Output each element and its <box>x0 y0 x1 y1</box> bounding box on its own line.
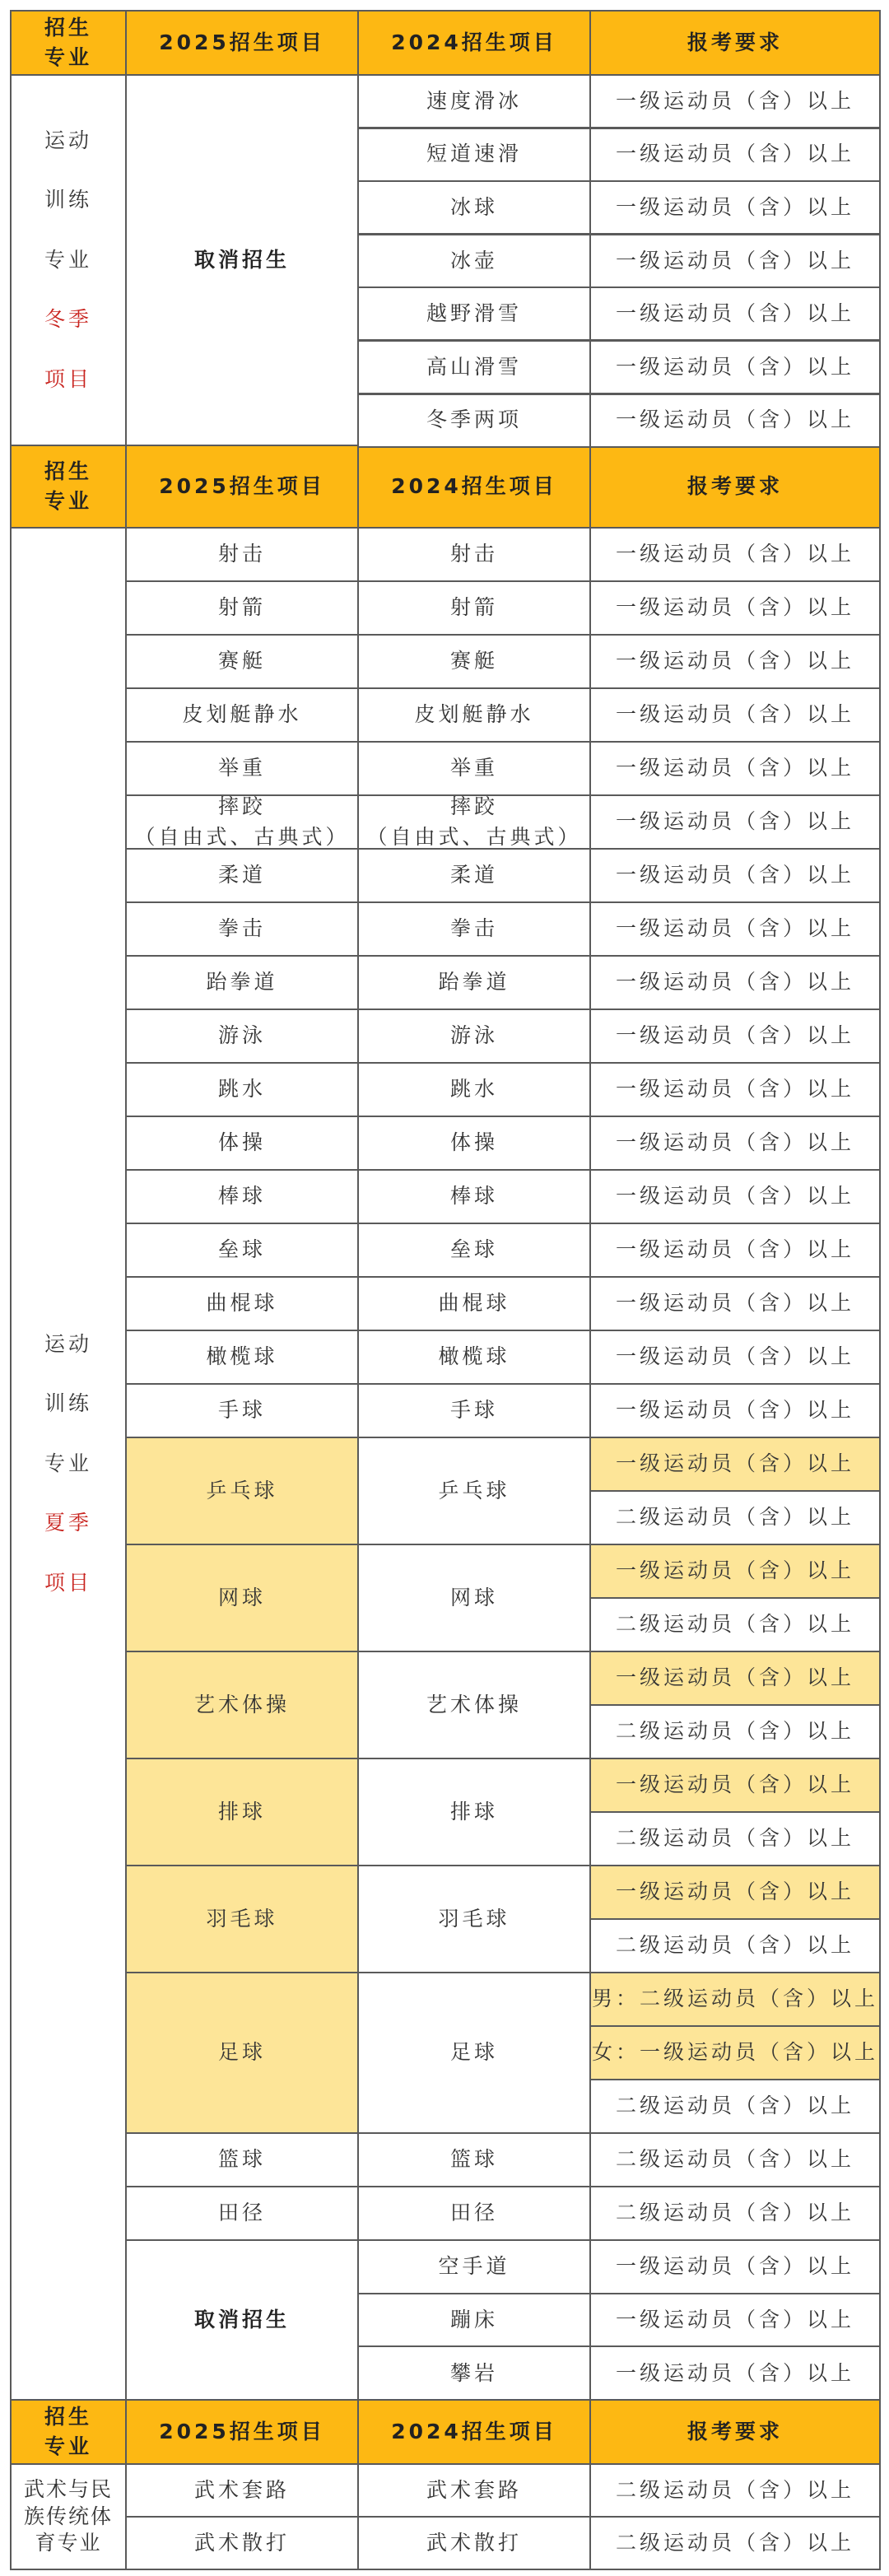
sport-2025-cell: 艺术体操 <box>125 1651 359 1759</box>
sport-2024-cell: 足球 <box>357 1972 591 2134</box>
header-2024: 2024招生项目 <box>357 445 591 529</box>
header-2024: 2024招生项目 <box>357 10 591 76</box>
sport-2025-cell: 橄榄球 <box>125 1330 359 1385</box>
sport-2025-cell: 体操 <box>125 1116 359 1171</box>
sport-2025-cell: 羽毛球 <box>125 1865 359 1973</box>
requirement-cell: 一级运动员（含）以上 <box>589 2239 881 2294</box>
requirement-cell-new: 一级运动员（含）以上 <box>589 1544 881 1599</box>
requirement-cell-new: 一级运动员（含）以上 <box>589 1651 881 1706</box>
season-label: 夏季 <box>44 1511 92 1535</box>
requirement-cell: 一级运动员（含）以上 <box>589 2345 881 2401</box>
season-label: 项目 <box>44 1570 92 1595</box>
major-line: 运动 <box>44 1331 92 1356</box>
major-line: 专业 <box>44 247 92 272</box>
requirement-cell-male: 男：二级运动员（含）以上 <box>589 1972 881 2027</box>
season-label: 冬季 <box>44 307 92 332</box>
major-line: 训练 <box>44 1391 92 1416</box>
sport-2024-cell: 游泳 <box>357 1009 591 1064</box>
sport-2024-cell: 赛艇 <box>357 634 591 689</box>
sport-2024-cell: 棒球 <box>357 1169 591 1224</box>
sport-2025-cell: 足球 <box>125 1972 359 2134</box>
sport-2025-cell: 皮划艇静水 <box>125 687 359 743</box>
sport-2025-cell: 赛艇 <box>125 634 359 689</box>
header-2025: 2025招生项目 <box>125 445 359 529</box>
sport-2024-cell: 曲棍球 <box>357 1276 591 1331</box>
requirement-cell: 一级运动员（含）以上 <box>589 1062 881 1117</box>
requirement-cell: 一级运动员（含）以上 <box>589 340 881 394</box>
season-label: 项目 <box>44 366 92 391</box>
requirement-cell: 一级运动员（含）以上 <box>589 955 881 1010</box>
requirement-cell: 一级运动员（含）以上 <box>589 527 881 582</box>
requirement-cell: 一级运动员（含）以上 <box>589 74 881 128</box>
requirement-cell: 一级运动员（含）以上 <box>589 234 881 288</box>
requirement-cell: 一级运动员（含）以上 <box>589 128 881 182</box>
requirement-cell: 一级运动员（含）以上 <box>589 634 881 689</box>
sport-2025-cell: 游泳 <box>125 1009 359 1064</box>
requirement-cell: 一级运动员（含）以上 <box>589 794 881 850</box>
sport-2025-cell: 武术套路 <box>125 2463 359 2518</box>
sport-2024-cell: 越野滑雪 <box>357 286 591 341</box>
header-2025: 2025招生项目 <box>125 2399 359 2465</box>
sport-2025-cell: 曲棍球 <box>125 1276 359 1331</box>
requirement-cell-old: 二级运动员（含）以上 <box>589 2079 881 2134</box>
sport-2024-cell: 冰壶 <box>357 234 591 288</box>
sport-2024-cell: 皮划艇静水 <box>357 687 591 743</box>
sport-2025-cell: 手球 <box>125 1383 359 1438</box>
requirement-cell: 一级运动员（含）以上 <box>589 1169 881 1224</box>
requirement-cell: 一级运动员（含）以上 <box>589 580 881 636</box>
sport-2024-cell: 冬季两项 <box>357 394 591 448</box>
header-2024: 2024招生项目 <box>357 2399 591 2465</box>
requirement-cell: 一级运动员（含）以上 <box>589 848 881 903</box>
requirement-cell-old: 二级运动员（含）以上 <box>589 1918 881 1973</box>
header-requirement: 报考要求 <box>589 10 881 76</box>
sport-2024-cell: 体操 <box>357 1116 591 1171</box>
major-line: 专业 <box>44 1451 92 1475</box>
requirement-cell: 一级运动员（含）以上 <box>589 741 881 796</box>
sport-2025-cell: 篮球 <box>125 2132 359 2187</box>
sport-2024-cell: 垒球 <box>357 1223 591 1278</box>
sport-2024-cell: 拳击 <box>357 901 591 957</box>
sport-2025-cell: 棒球 <box>125 1169 359 1224</box>
requirement-cell-old: 二级运动员（含）以上 <box>589 1811 881 1866</box>
sport-2025-cell: 举重 <box>125 741 359 796</box>
sport-2024-cell: 蹦床 <box>357 2293 591 2348</box>
header-major: 招生 专业 <box>10 10 127 76</box>
header-requirement: 报考要求 <box>589 445 881 529</box>
sport-2024-cell: 排球 <box>357 1758 591 1866</box>
winter-cancel-cell: 取消招生 <box>125 74 359 446</box>
requirement-cell: 一级运动员（含）以上 <box>589 286 881 341</box>
sport-2024-cell: 羽毛球 <box>357 1865 591 1973</box>
header-requirement: 报考要求 <box>589 2399 881 2465</box>
sport-2024-cell: 艺术体操 <box>357 1651 591 1759</box>
major-line: 运动 <box>44 128 92 152</box>
sport-2024-cell: 短道速滑 <box>357 128 591 182</box>
sport-2024-cell: 网球 <box>357 1544 591 1652</box>
sport-2024-cell: 武术套路 <box>357 2463 591 2518</box>
major-winter <box>10 74 127 446</box>
sport-2024-cell: 射箭 <box>357 580 591 636</box>
requirement-cell: 二级运动员（含）以上 <box>589 2516 881 2570</box>
sport-2024-cell: 空手道 <box>357 2239 591 2294</box>
requirement-cell-old: 二级运动员（含）以上 <box>589 1704 881 1759</box>
sport-2025-cell: 武术散打 <box>125 2516 359 2570</box>
sport-2024-cell: 射击 <box>357 527 591 582</box>
sport-2025-cell: 射击 <box>125 527 359 582</box>
sport-2024-cell: 举重 <box>357 741 591 796</box>
requirement-cell: 一级运动员（含）以上 <box>589 1009 881 1064</box>
sport-2024-cell: 高山滑雪 <box>357 340 591 394</box>
requirement-cell: 二级运动员（含）以上 <box>589 2186 881 2241</box>
sport-2025-cell: 乒乓球 <box>125 1437 359 1545</box>
requirement-cell: 一级运动员（含）以上 <box>589 687 881 743</box>
requirement-cell-old: 二级运动员（含）以上 <box>589 1597 881 1652</box>
sport-2025-cell: 跆拳道 <box>125 955 359 1010</box>
sport-2025-cell: 网球 <box>125 1544 359 1652</box>
sport-2025-cell: 排球 <box>125 1758 359 1866</box>
sport-2024-cell: 田径 <box>357 2186 591 2241</box>
sport-2024-cell: 柔道 <box>357 848 591 903</box>
sport-2024-cell: 篮球 <box>357 2132 591 2187</box>
sport-2024-cell: 跳水 <box>357 1062 591 1117</box>
requirement-cell: 一级运动员（含）以上 <box>589 180 881 235</box>
major-line: 训练 <box>44 188 92 212</box>
requirement-cell-old: 二级运动员（含）以上 <box>589 1490 881 1545</box>
requirement-cell: 二级运动员（含）以上 <box>589 2463 881 2518</box>
header-major: 招生 专业 <box>10 2399 127 2465</box>
sport-2024-cell: 武术散打 <box>357 2516 591 2570</box>
sport-2024-cell: 攀岩 <box>357 2345 591 2401</box>
requirement-cell-female: 女：一级运动员（含）以上 <box>589 2025 881 2080</box>
requirement-cell-new: 一级运动员（含）以上 <box>589 1437 881 1492</box>
requirement-cell: 一级运动员（含）以上 <box>589 1223 881 1278</box>
sport-2025-cell: 射箭 <box>125 580 359 636</box>
sport-2025-cell: 柔道 <box>125 848 359 903</box>
sport-2024-cell: 冰球 <box>357 180 591 235</box>
requirement-cell: 一级运动员（含）以上 <box>589 901 881 957</box>
sport-2024-cell: 速度滑冰 <box>357 74 591 128</box>
sport-2024-cell: 摔跤 （自由式、古典式） <box>357 794 591 850</box>
sport-2024-cell: 乒乓球 <box>357 1437 591 1545</box>
sport-2024-cell: 手球 <box>357 1383 591 1438</box>
requirement-cell: 一级运动员（含）以上 <box>589 1383 881 1438</box>
requirement-cell: 一级运动员（含）以上 <box>589 394 881 448</box>
sport-2025-cell: 田径 <box>125 2186 359 2241</box>
major-summer <box>10 527 127 2401</box>
requirement-cell: 一级运动员（含）以上 <box>589 2293 881 2348</box>
requirement-cell: 一级运动员（含）以上 <box>589 1276 881 1331</box>
sport-2025-cell: 跳水 <box>125 1062 359 1117</box>
requirement-cell: 一级运动员（含）以上 <box>589 1330 881 1385</box>
sport-2024-cell: 橄榄球 <box>357 1330 591 1385</box>
major-wushu: 武术与民 族传统体 育专业 <box>10 2463 127 2570</box>
requirement-cell-new: 一级运动员（含）以上 <box>589 1865 881 1920</box>
sport-2025-cell: 拳击 <box>125 901 359 957</box>
sport-2025-cell: 垒球 <box>125 1223 359 1278</box>
requirement-cell-new: 一级运动员（含）以上 <box>589 1758 881 1813</box>
header-2025: 2025招生项目 <box>125 10 359 76</box>
sport-2024-cell: 跆拳道 <box>357 955 591 1010</box>
sport-2025-cell: 摔跤 （自由式、古典式） <box>125 794 359 850</box>
header-major: 招生 专业 <box>10 445 127 529</box>
summer-cancel-cell: 取消招生 <box>125 2239 359 2401</box>
requirement-cell: 二级运动员（含）以上 <box>589 2132 881 2187</box>
requirement-cell: 一级运动员（含）以上 <box>589 1116 881 1171</box>
